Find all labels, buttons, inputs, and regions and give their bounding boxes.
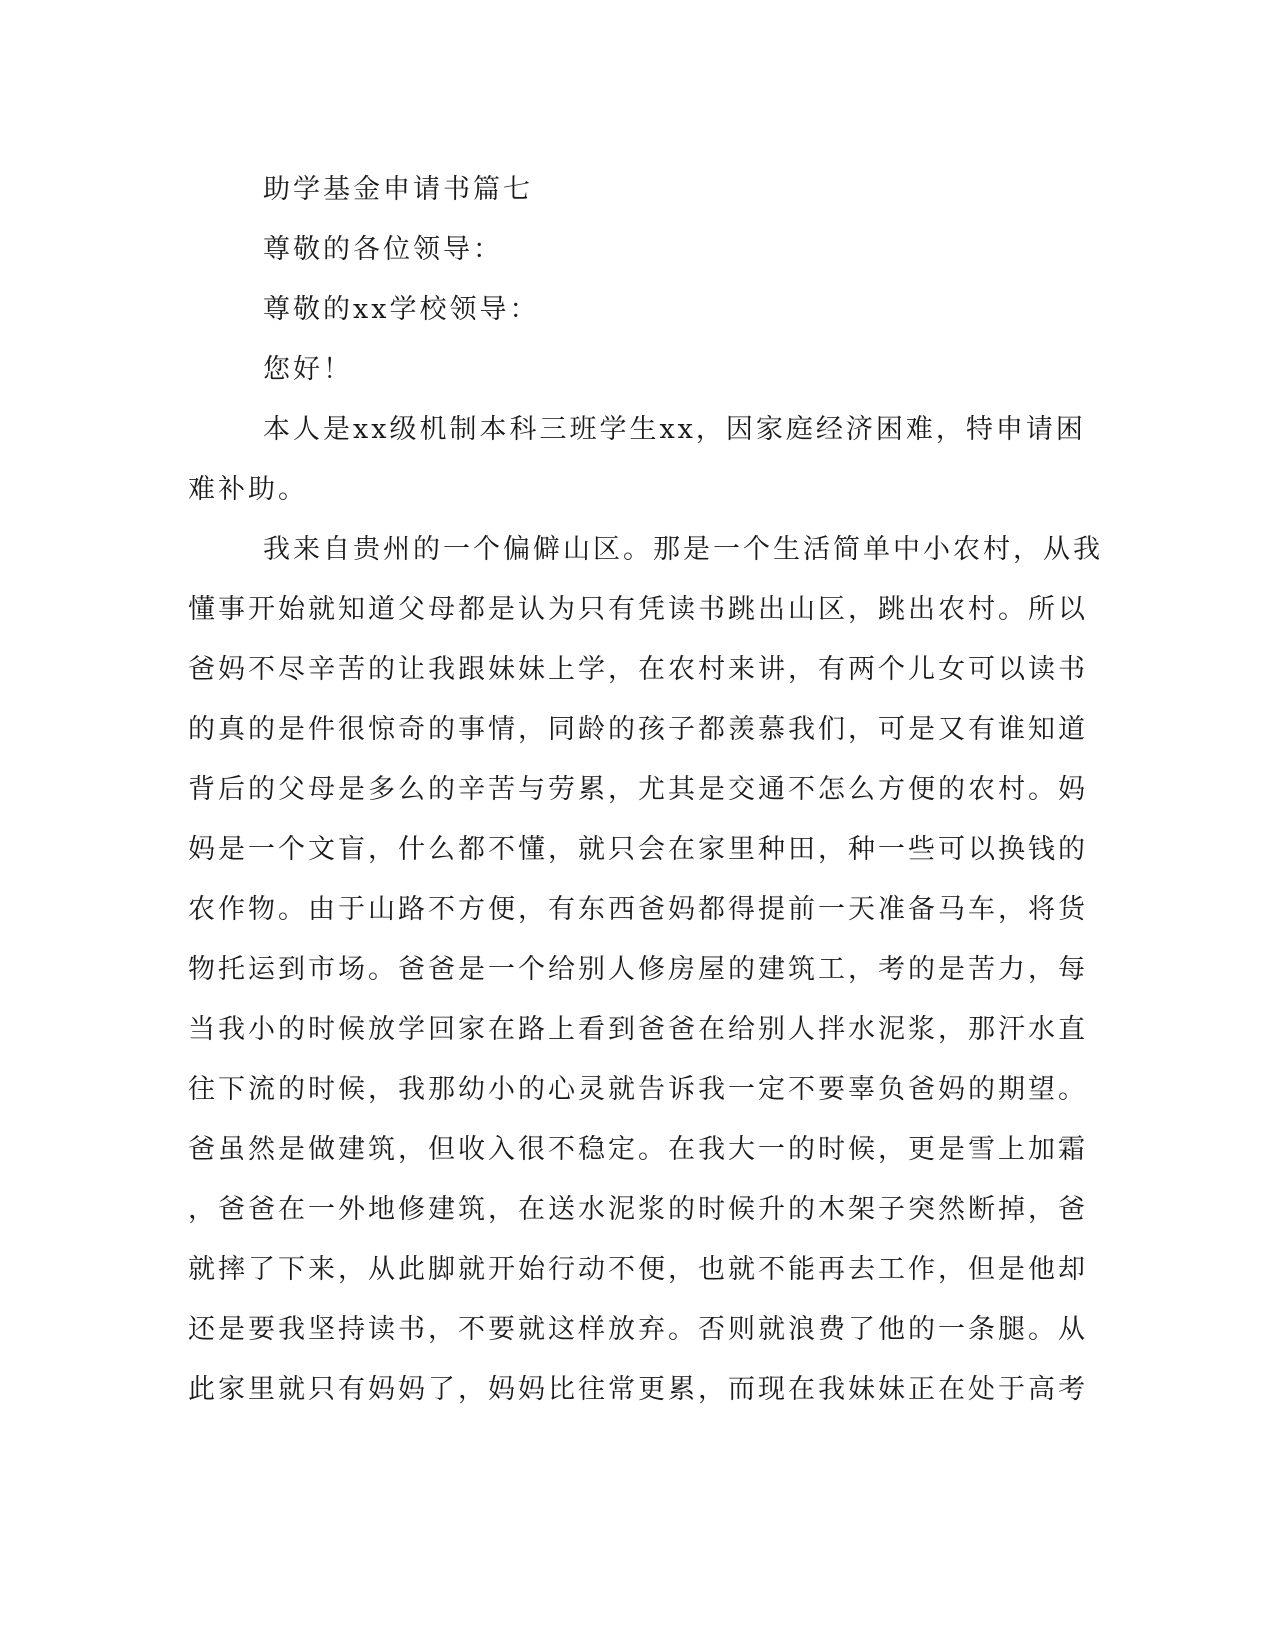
greeting-line: 您好！ — [263, 354, 353, 385]
paragraph-line: ，爸爸在一外地修建筑，在送水泥浆的时候升的木架子突然断掉，爸 — [188, 1194, 1088, 1225]
paragraph-line: 懂事开始就知道父母都是认为只有凭读书跳出山区，跳出农村。所以 — [188, 594, 1088, 625]
paragraph-line: 往下流的时候，我那幼小的心灵就告诉我一定不要辜负爸妈的期望。 — [188, 1074, 1088, 1105]
paragraph-line: 难补助。 — [188, 474, 308, 505]
paragraph-line: 的真的是件很惊奇的事情，同龄的孩子都羡慕我们，可是又有谁知道 — [188, 714, 1088, 745]
paragraph-line: 此家里就只有妈妈了，妈妈比往常更累，而现在我妹妹正在处于高考 — [188, 1374, 1088, 1405]
paragraph-line: 还是要我坚持读书，不要就这样放弃。否则就浪费了他的一条腿。从 — [188, 1314, 1088, 1345]
paragraph-line: 妈是一个文盲，什么都不懂，就只会在家里种田，种一些可以换钱的 — [188, 834, 1088, 865]
paragraph-line: 就摔了下来，从此脚就开始行动不便，也就不能再去工作，但是他却 — [188, 1254, 1088, 1285]
paragraph-line: 我来自贵州的一个偏僻山区。那是一个生活简单中小农村，从我 — [263, 534, 1103, 565]
paragraph-line: 物托运到市场。爸爸是一个给别人修房屋的建筑工，考的是苦力，每 — [188, 954, 1088, 985]
document-title: 助学基金申请书篇七 — [263, 174, 533, 205]
salutation-line: 尊敬的xx学校领导： — [263, 294, 540, 325]
document-body — [188, 160, 1103, 1420]
paragraph-line: 背后的父母是多么的辛苦与劳累，尤其是交通不怎么方便的农村。妈 — [188, 774, 1088, 805]
paragraph-line: 农作物。由于山路不方便，有东西爸妈都得提前一天准备马车，将货 — [188, 894, 1088, 925]
paragraph-line: 本人是xx级机制本科三班学生xx，因家庭经济困难，特申请困 — [263, 414, 1086, 445]
paragraph-line: 当我小的时候放学回家在路上看到爸爸在给别人拌水泥浆，那汗水直 — [188, 1014, 1088, 1045]
paragraph-line: 爸妈不尽辛苦的让我跟妹妹上学，在农村来讲，有两个儿女可以读书 — [188, 654, 1088, 685]
salutation-line: 尊敬的各位领导： — [263, 234, 503, 265]
paragraph-line: 爸虽然是做建筑，但收入很不稳定。在我大一的时候，更是雪上加霜 — [188, 1134, 1088, 1165]
